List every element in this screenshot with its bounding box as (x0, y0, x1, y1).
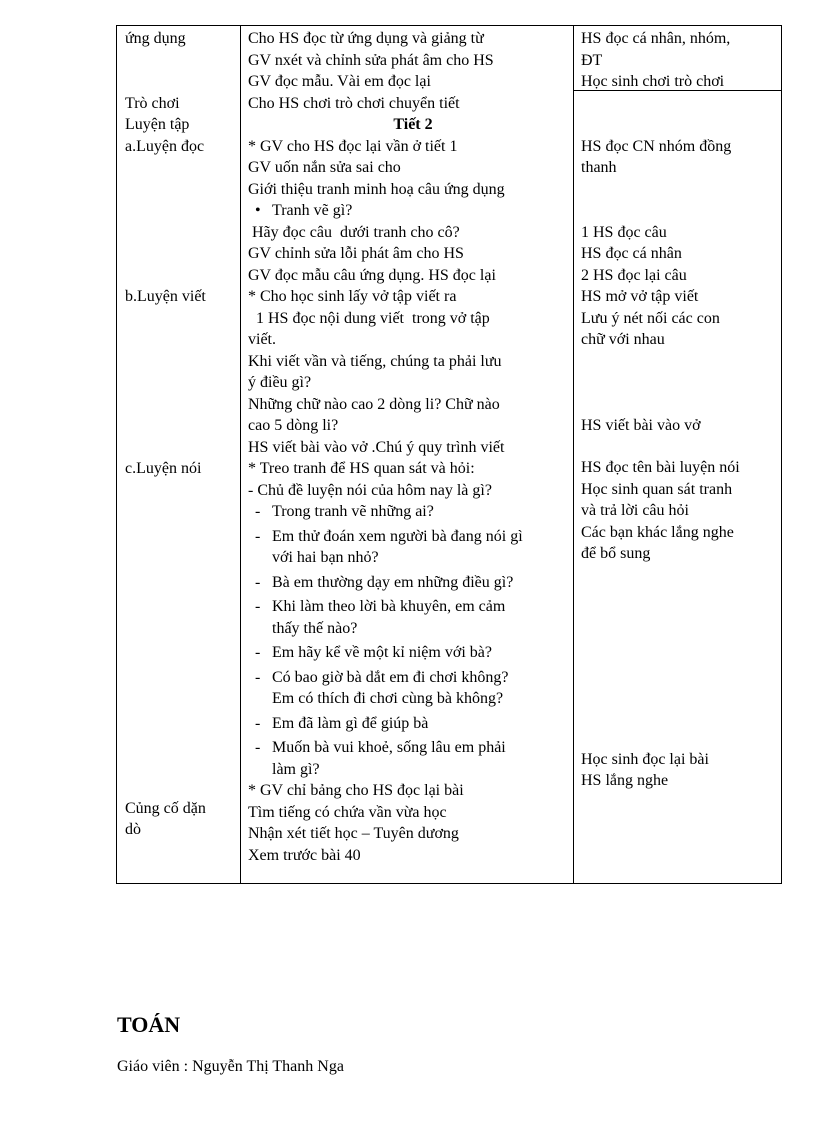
student-line: HS đọc cá nhân (581, 245, 682, 262)
teacher-line: GV nxét và chỉnh sửa phát âm cho HS (248, 51, 494, 69)
student-line: HS lắng nghe (581, 772, 669, 789)
student-line: HS đọc cá nhân, nhóm, (581, 30, 731, 47)
question-item: - Em đã làm gì để giúp bà (255, 714, 429, 732)
teacher-line: GV uốn nắn sửa sai cho (248, 159, 401, 176)
question-item: - Có bao giờ bà dắt em đi chơi không? (255, 668, 509, 686)
student-line: HS đọc CN nhóm đồng (581, 137, 732, 155)
bullet-marker: • (255, 202, 261, 219)
activity-label: Trò chơi (125, 94, 180, 112)
question-item: - Em thử đoán xem người bà đang nói gì (255, 527, 523, 545)
teacher-line: GV đọc mẫu câu ứng dụng. HS đọc lại (248, 266, 496, 284)
student-line: HS mở vở tập viết (581, 288, 699, 305)
teacher-line: ý điều gì? (248, 374, 312, 391)
teacher-line: * GV cho HS đọc lại vần ở tiết 1 (248, 137, 458, 155)
teacher-line: Cho HS chơi trò chơi chuyển tiết (248, 94, 460, 112)
question-item: - Trong tranh vẽ những ai? (255, 503, 434, 520)
bullet-text: Tranh vẽ gì? (272, 202, 353, 219)
student-line: HS đọc tên bài luyện nói (581, 459, 740, 476)
teacher-name: Giáo viên : Nguyễn Thị Thanh Nga (117, 1058, 344, 1075)
teacher-line: Xem trước bài 40 (248, 846, 361, 864)
subject-title: TOÁN (117, 1012, 181, 1037)
teacher-line: Những chữ nào cao 2 dòng li? Chữ nào (248, 395, 500, 413)
bullet-item (248, 200, 578, 222)
teacher-line: * GV chỉ bảng cho HS đọc lại bài (248, 782, 464, 799)
teacher-line: * Treo tranh để HS quan sát và hỏi: (248, 460, 475, 477)
student-line: và trả lời câu hỏi (581, 502, 689, 519)
student-line: HS viết bài vào vở (581, 416, 701, 434)
activity-label: Củng cố dặn (125, 799, 206, 817)
teacher-line: Giới thiệu tranh minh hoạ câu ứng dụng (248, 180, 505, 198)
question-item: - Bà em thường dạy em những điều gì? (255, 573, 514, 591)
teacher-line: HS viết bài vào vở .Chú ý quy trình viết (248, 438, 505, 456)
teacher-line: - Chủ đề luyện nói của hôm nay là gì? (248, 481, 492, 499)
student-line: thanh (581, 159, 617, 176)
student-line: chữ với nhau (581, 331, 665, 348)
activity-label: a.Luyện đọc (125, 137, 205, 155)
student-line: Các bạn khác lắng nghe (581, 523, 734, 541)
teacher-line: GV chỉnh sửa lỗi phát âm cho HS (248, 245, 464, 262)
teacher-line: viết. (248, 331, 276, 348)
teacher-line: 1 HS đọc nội dung viết trong vở tập (248, 309, 490, 327)
student-line: ĐT (581, 51, 603, 69)
activity-label: dò (125, 821, 141, 838)
teacher-line: Hãy đọc câu dưới tranh cho cô? (248, 223, 460, 241)
section-heading: Tiết 2 (393, 116, 433, 133)
student-line: để bổ sung (581, 545, 651, 562)
teacher-line: Cho HS đọc từ ứng dụng và giảng từ (248, 30, 484, 47)
teacher-line: Tìm tiếng có chứa vần vừa học (248, 803, 447, 821)
question-item: - Muốn bà vui khoẻ, sống lâu em phải (255, 739, 506, 756)
student-line: 1 HS đọc câu (581, 223, 667, 241)
question-item: - Khi làm theo lời bà khuyên, em cảm (255, 598, 506, 615)
student-line: 2 HS đọc lại câu (581, 266, 687, 284)
column-divider-1 (240, 26, 241, 883)
teacher-line: Nhận xét tiết học – Tuyên dương (248, 825, 459, 842)
student-line: Học sinh đọc lại bài (581, 750, 709, 768)
teacher-line: * Cho học sinh lấy vở tập viết ra (248, 288, 457, 305)
activity-label: ứng dụng (125, 30, 186, 47)
teacher-line: Khi viết vần và tiếng, chúng ta phải lưu (248, 352, 502, 370)
student-line: Học sinh chơi trò chơi (581, 73, 725, 90)
lesson-plan-table (116, 25, 782, 884)
teacher-activity-column: Cho HS đọc từ ứng dụng và giảng từ GV nxét và chỉnh sửa phát âm cho HS GV đọc mẫu. Vài em đọc lại Cho HS chơi trò chơi chuyển tiết Tiết 2 * GV cho HS đọc lại vần ở tiết 1 GV uốn nắn sửa sai cho Giới thiệu tranh minh hoạ câu ứng dụng • Tranh vẽ gì? Hãy đọc câu dưới tranh cho cô? GV chỉnh sửa lỗi phát âm cho HS GV đọc mẫu câu ứng dụng. HS đọc lại * Cho học sinh lấy vở tập viết ra 1 HS đọc nội dung viết trong vở tập viết. Khi viết vần và tiếng, chúng ta phải lưu ý điều gì? Những chữ nào cao 2 dòng li? Chữ nào cao 5 dòng li? HS viết bài vào vở .Chú ý quy trình viết * Treo tranh để HS quan sát và hỏi: - Chủ đề luyện nói của hôm nay là gì? - Trong tranh vẽ những ai? - Em thử đoán xem người bà đang nói gì với hai bạn nhỏ? - Bà em thường dạy em những điều gì? - Khi làm theo lời bà khuyên, em cảm thấy thế nào? - Em hãy kể về một kỉ niệm với bà? - Có bao giờ bà dắt em đi chơi không? Em có thích đi chơi cùng bà không? - Em đã làm gì để giúp bà - Muốn bà vui khoẻ, sống lâu em phải làm gì? * GV chỉ bảng cho HS đọc lại bài Tìm tiếng có chứa vần vừa học Nhận xét tiết học – Tuyên dương Xem trước bài 40 (248, 28, 578, 866)
teacher-line: cao 5 dòng li? (248, 417, 339, 434)
activity-label: Luyện tập (125, 116, 190, 133)
activity-label: c.Luyện nói (125, 460, 202, 477)
teacher-line: GV đọc mẫu. Vài em đọc lại (248, 73, 431, 90)
question-item: - Em hãy kể về một kỉ niệm với bà? (255, 644, 492, 661)
student-activity-column (581, 28, 777, 792)
activity-column (125, 28, 237, 841)
student-line: Lưu ý nét nối các con (581, 309, 720, 327)
activity-label: b.Luyện viết (125, 288, 206, 305)
student-line: Học sinh quan sát tranh (581, 480, 733, 498)
